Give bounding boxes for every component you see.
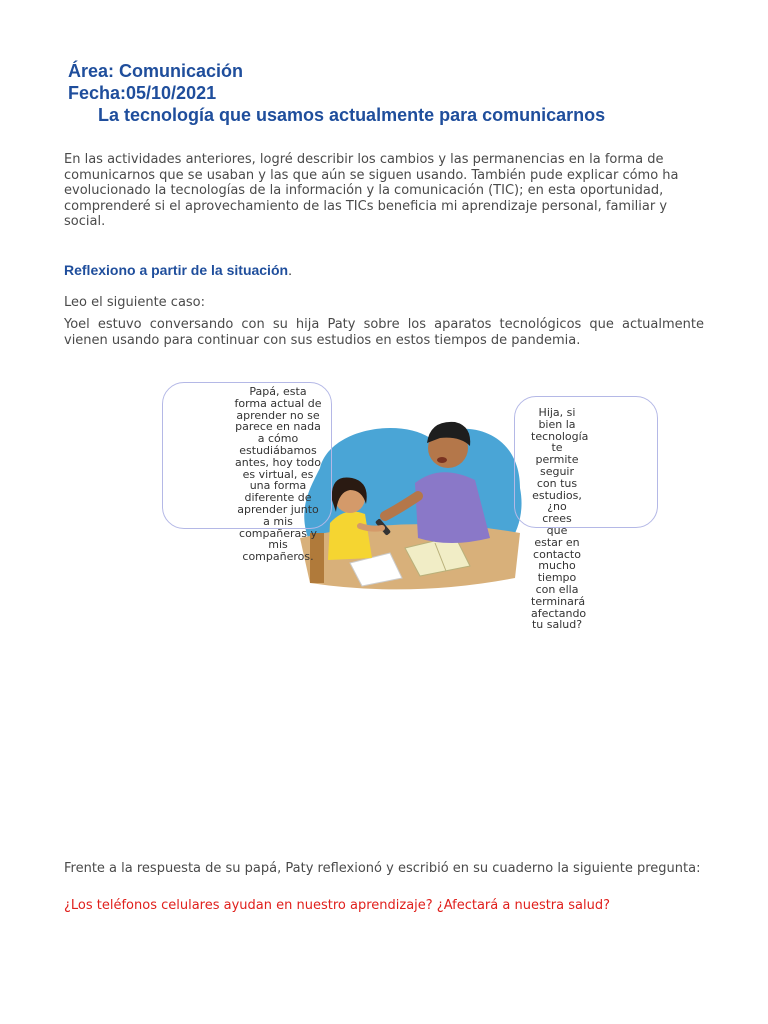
page-title: La tecnología que usamos actualmente para comunicarnos	[98, 105, 606, 125]
section-heading	[64, 262, 292, 278]
date-heading: Fecha:05/10/2021	[68, 83, 217, 103]
case-lead: Leo el siguiente caso:	[64, 295, 206, 310]
paty-speech-text: Papá, esta forma actual de aprender no se parece en nada a cómo estudiábamos antes, hoy todo es virtual, es una forma diferente de aprender junto a mis compañeras y mis compañeros.	[234, 385, 322, 564]
section-heading-text: Reflexiono a partir de la situación	[64, 262, 289, 278]
reflection-question: ¿Los teléfonos celulares ayudan en nuestro aprendizaje? ¿Afectará a nuestra salud?	[64, 898, 610, 913]
section-heading-period: .	[288, 262, 292, 278]
area-heading: Área: Comunicación	[68, 61, 244, 81]
case-story: Yoel estuvo conversando con su hija Paty sobre los aparatos tecnológicos que actualmente vienen usando para continuar con sus estudios en estos tiempos de pandemia.	[64, 317, 704, 348]
intro-paragraph: En las actividades anteriores, logré describir los cambios y las permanencias en la forma de comunicarnos que se usaban y las que aún se siguen usando. También pude explicar cómo ha evolucionado la tecnologías de la información y la comunicación (TIC); en esta oportunidad, comprenderé si el aprovechamiento de las TICs beneficia mi aprendizaje personal, familiar y social.	[64, 152, 679, 229]
closing-paragraph: Frente a la respuesta de su papá, Paty reflexionó y escribió en su cuaderno la siguiente pregunta:	[64, 861, 701, 876]
yoel-speech-text: Hija, si bien la tecnología te permite seguir con tus estudios, ¿no crees que estar en contacto mucho tiempo con ella terminará afectando tu salud?	[531, 406, 589, 632]
